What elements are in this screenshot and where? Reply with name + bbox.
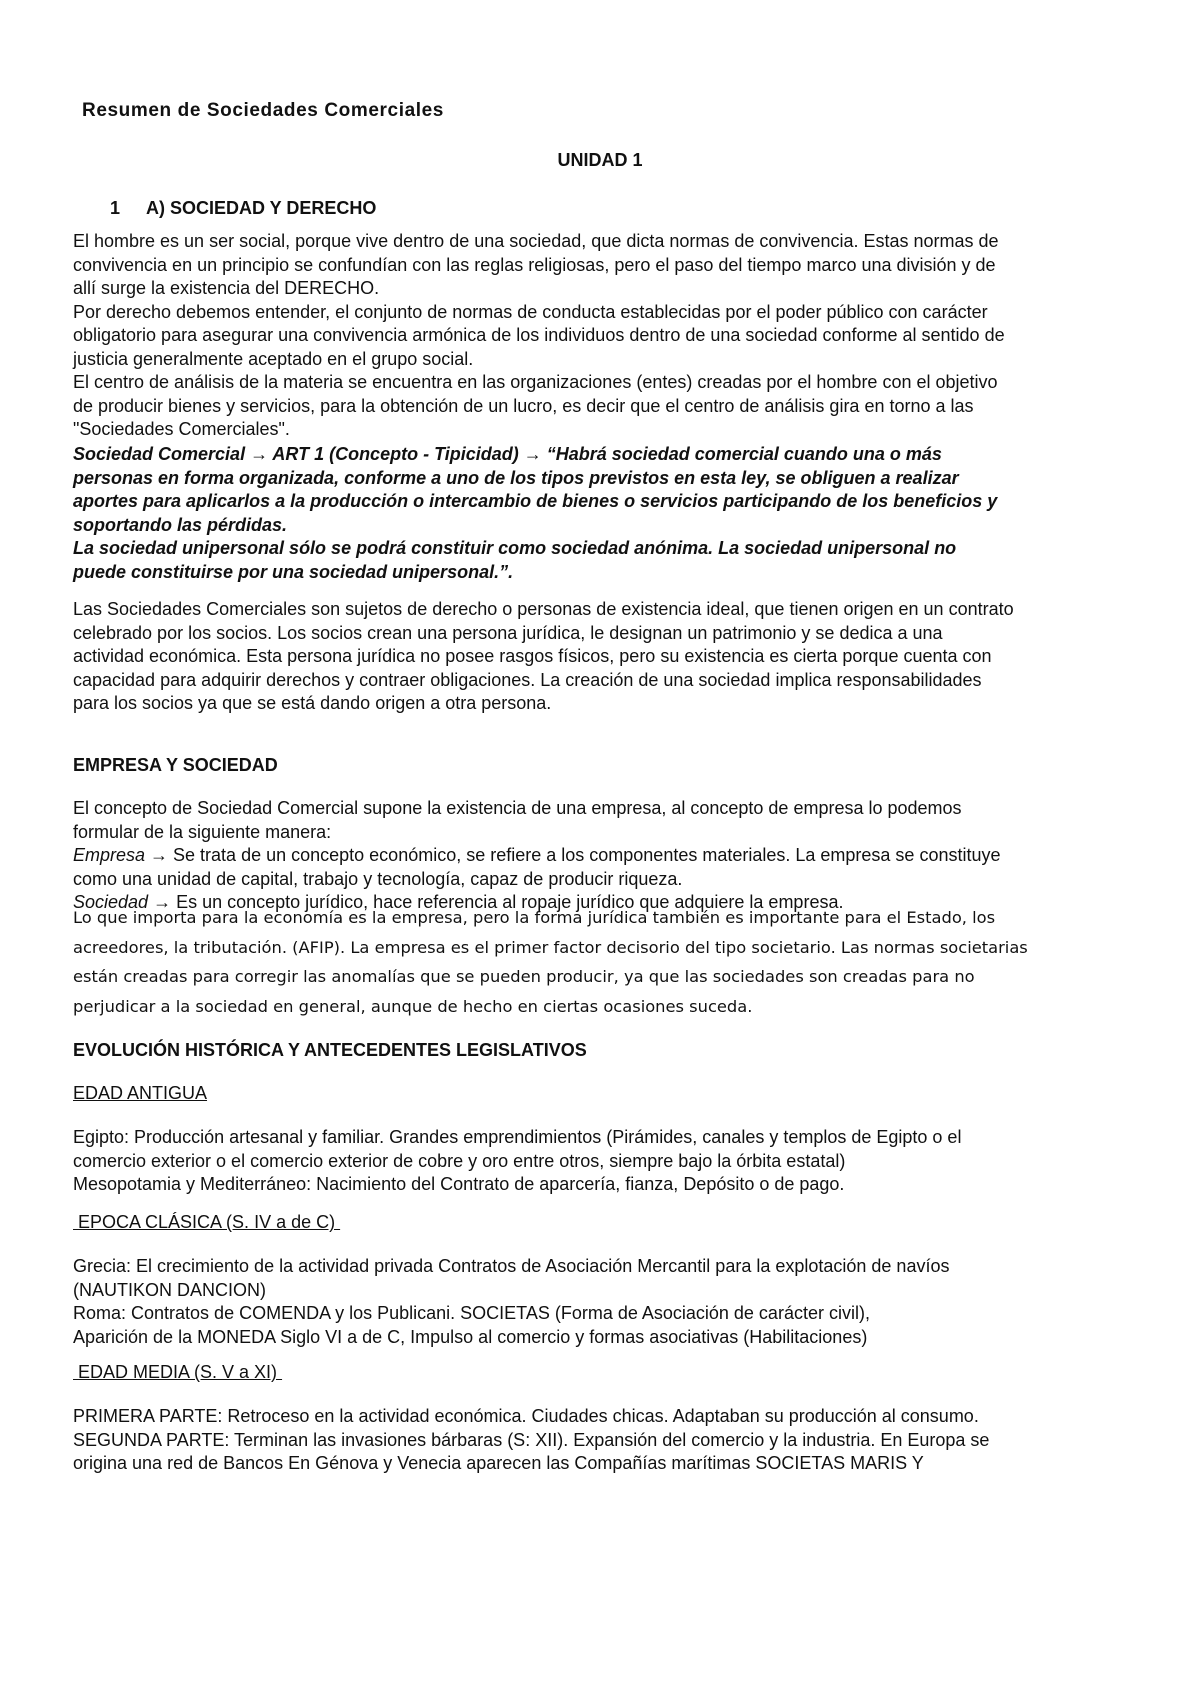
quote-line: Sociedad Comercial → ART 1 (Concepto - Tipicidad) → “Habrá sociedad comercial cuando una o más [73,444,942,464]
section-label: A) SOCIEDAD Y DERECHO [146,198,377,218]
unit-heading: UNIDAD 1 [557,150,643,170]
document-title: Resumen de Sociedades Comerciales [82,100,444,121]
text-line: obligatorio para asegurar una convivencia armónica de los individuos dentro de una sociedad conforme al sentido de [73,325,1005,345]
term-sociedad: Sociedad [73,892,149,912]
subheading-edad-media: EDAD MEDIA (S. V a XI) [73,1362,283,1382]
text-line: origina una red de Bancos En Génova y Venecia aparecen las Compañías marítimas SOCIETAS MARIS Y [73,1453,924,1473]
paragraph-edad-antigua [73,1126,1138,1197]
text-line: SEGUNDA PARTE: Terminan las invasiones bárbaras (S: XII). Expansión del comercio y la industria. En Europa se [73,1429,990,1450]
subheading-edad-antigua: EDAD ANTIGUA [73,1083,208,1103]
quote-line: puede constituirse por una sociedad unipersonal.”. [73,561,514,582]
quote-line: aportes para aplicarlos a la producción o intercambio de bienes o servicios participando de los beneficios y [73,491,998,511]
heading-empresa-sociedad: EMPRESA Y SOCIEDAD [73,755,278,775]
paragraph-epoca-clasica [73,1255,1138,1349]
text-line: actividad económica. Esta persona jurídica no posee rasgos físicos, pero su existencia es cierta porque cuenta con [73,646,992,666]
text-line: El hombre es un ser social, porque vive dentro de una sociedad, que dicta normas de convivencia. Estas normas de [73,231,999,251]
text-line: allí surge la existencia del DERECHO. [73,278,380,298]
empresa-definition [73,844,1138,868]
text-line: Por derecho debemos entender, el conjunto de normas de conducta establecidas por el poder público con carácter [73,301,988,322]
quote-line: personas en forma organizada, conforme a uno de los tipos previstos en esta ley, se obliguen a realizar [73,467,959,488]
text-line: formular de la siguiente manera: [73,821,332,842]
text-line: El centro de análisis de la materia se encuentra en las organizaciones (entes) creadas por el hombre con el objetivo [73,372,998,392]
text-line: Las Sociedades Comerciales son sujetos de derecho o personas de existencia ideal, que tienen origen en un contrato [73,599,1014,619]
text-line: El concepto de Sociedad Comercial supone la existencia de una empresa, al concepto de empresa lo podemos [73,798,962,818]
sociedad-definition-text: → Es un concepto jurídico, hace referencia al ropaje jurídico que adquiere la empresa. [148,892,844,912]
text-line: "Sociedades Comerciales". [73,419,290,439]
paragraph-sociedad-derecho [73,230,1138,442]
text-line: Grecia: El crecimiento de la actividad privada Contratos de Asociación Mercantil para la explotación de navíos [73,1256,950,1276]
text-line: perjudicar a la sociedad en general, aunque de hecho en ciertas ocasiones suceda. [73,996,753,1016]
text-line: justicia generalmente aceptado en el grupo social. [73,348,474,369]
empresa-definition-text: → Se trata de un concepto económico, se refiere a los componentes materiales. La empresa se constituye [145,845,1001,865]
quote-art-1 [73,443,1138,584]
term-empresa: Empresa [73,845,146,865]
paragraph-economia [73,903,1138,1021]
text-line: para los socios ya que se está dando origen a otra persona. [73,693,552,713]
text-line: de producir bienes y servicios, para la obtención de un lucro, es decir que el centro de análisis gira en torno a las [73,395,974,416]
paragraph-edad-media [73,1405,1138,1476]
text-line: comercio exterior o el comercio exterior de cobre y oro entre otros, siempre bajo la órbita estatal) [73,1150,846,1171]
text-line: convivencia en un principio se confundían con las reglas religiosas, pero el paso del tiempo marco una división y de [73,254,996,275]
text-line: acreedores, la tributación. (AFIP). La empresa es el primer factor decisorio del tipo societario. Las normas societarias [73,937,1028,957]
section-heading-sociedad-derecho [110,198,376,219]
heading-evolucion-historica: EVOLUCIÓN HISTÓRICA Y ANTECEDENTES LEGISLATIVOS [73,1040,587,1060]
paragraph-sociedades-comerciales [73,598,1138,716]
text-line: están creadas para corregir las anomalías que se pueden producir, ya que las sociedades son creadas para no [73,967,975,986]
subheading-epoca-clasica: EPOCA CLÁSICA (S. IV a de C) [73,1212,341,1232]
text-line: celebrado por los socios. Los socios crean una persona jurídica, le designan un patrimonio y se dedica a una [73,622,943,643]
text-line: (NAUTIKON DANCION) [73,1279,266,1300]
quote-line: La sociedad unipersonal sólo se podrá constituir como sociedad anónima. La sociedad unipersonal no [73,538,957,558]
text-line: capacidad para adquirir derechos y contraer obligaciones. La creación de una sociedad implica responsabilidades [73,669,982,690]
text-line: PRIMERA PARTE: Retroceso en la actividad económica. Ciudades chicas. Adaptaban su producción al consumo. [73,1406,979,1426]
text-line: Lo que importa para la economía es la empresa, pero la forma jurídica también es importante para el Estado, los [73,908,996,927]
paragraph-empresa [73,797,1138,915]
text-line: Mesopotamia y Mediterráneo: Nacimiento del Contrato de aparcería, fianza, Depósito o de pago. [73,1174,845,1194]
text-line: Roma: Contratos de COMENDA y los Publicani. SOCIETAS (Forma de Asociación de carácter civil), [73,1303,870,1323]
text-line: Egipto: Producción artesanal y familiar. Grandes emprendimientos (Pirámides, canales y templos de Egipto o el [73,1127,962,1147]
quote-line: soportando las pérdidas. [73,514,288,535]
text-line: Aparición de la MONEDA Siglo VI a de C, Impulso al comercio y formas asociativas (Habilitaciones) [73,1326,868,1347]
text-line: como una unidad de capital, trabajo y tecnología, capaz de producir riqueza. [73,868,683,889]
section-number: 1 [110,198,121,218]
